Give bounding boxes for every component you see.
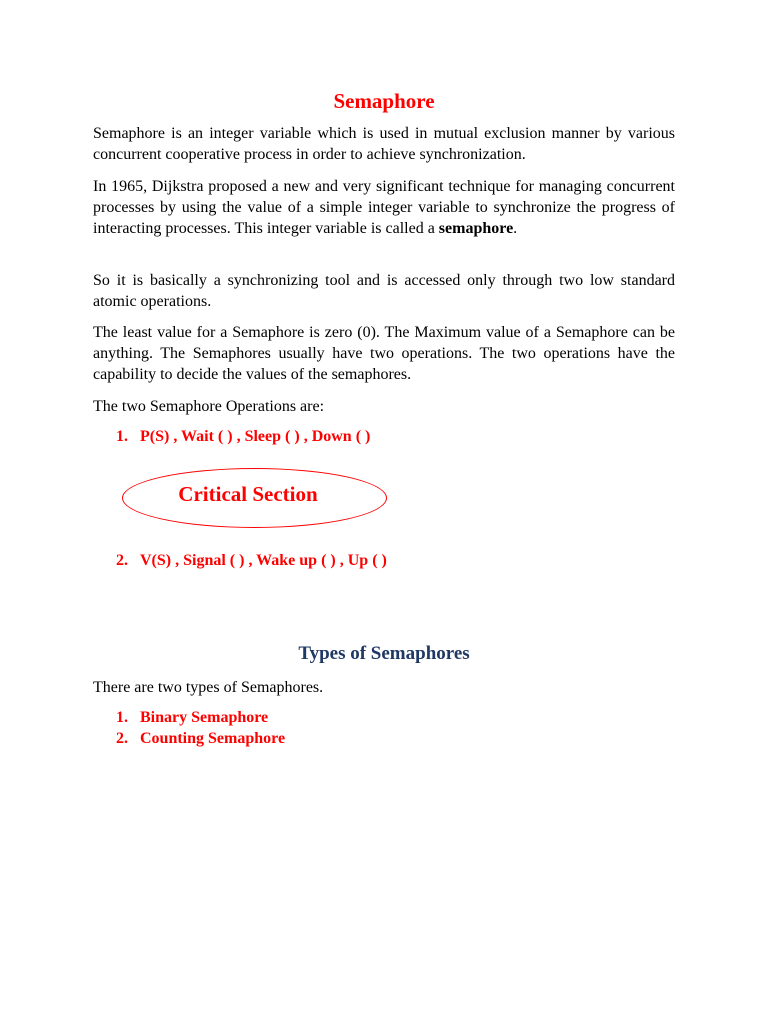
type-item-2 (116, 728, 285, 749)
paragraph-types-intro: There are two types of Semaphores. (93, 679, 324, 696)
type-text-1: Binary Semaphore (140, 709, 269, 726)
page-title: Semaphore (333, 89, 435, 113)
paragraph-history (93, 176, 675, 239)
paragraph-values: The least value for a Semaphore is zero (0). The Maximum value of a Semaphore can be anything. The Semaphores usually have two operations. The two operations have the capability to decide the values of the semaphores. (93, 324, 675, 383)
type-number-1: 1. (116, 709, 128, 726)
paragraph-history-period: . (513, 220, 518, 237)
type-text-2: Counting Semaphore (140, 730, 286, 747)
paragraph-operations-intro: The two Semaphore Operations are: (93, 398, 325, 415)
operation-item-1 (116, 426, 370, 447)
paragraph-sync-tool: So it is basically a synchronizing tool and is accessed only through two low standard atomic operations. (93, 272, 675, 310)
paragraph-history-text: In 1965, Dijkstra proposed a new and very significant technique for managing concurrent processes by using the value of a simple integer variable to synchronize the progress of interacting processes. This integer variable is called a (93, 178, 675, 237)
operation-number-1: 1. (116, 428, 128, 445)
type-number-2: 2. (116, 730, 128, 747)
operation-text-1: P(S) , Wait ( ) , Sleep ( ) , Down ( ) (140, 428, 371, 445)
operation-text-2: V(S) , Signal ( ) , Wake up ( ) , Up ( ) (140, 552, 387, 569)
operation-item-2 (116, 550, 387, 571)
semaphore-bold-term: semaphore (438, 220, 514, 237)
critical-section-label: Critical Section (178, 482, 318, 506)
operation-number-2: 2. (116, 552, 128, 569)
type-item-1 (116, 707, 268, 728)
paragraph-definition: Semaphore is an integer variable which is used in mutual exclusion manner by various concurrent cooperative process in order to achieve synchronization. (93, 125, 675, 163)
types-heading: Types of Semaphores (298, 643, 470, 664)
